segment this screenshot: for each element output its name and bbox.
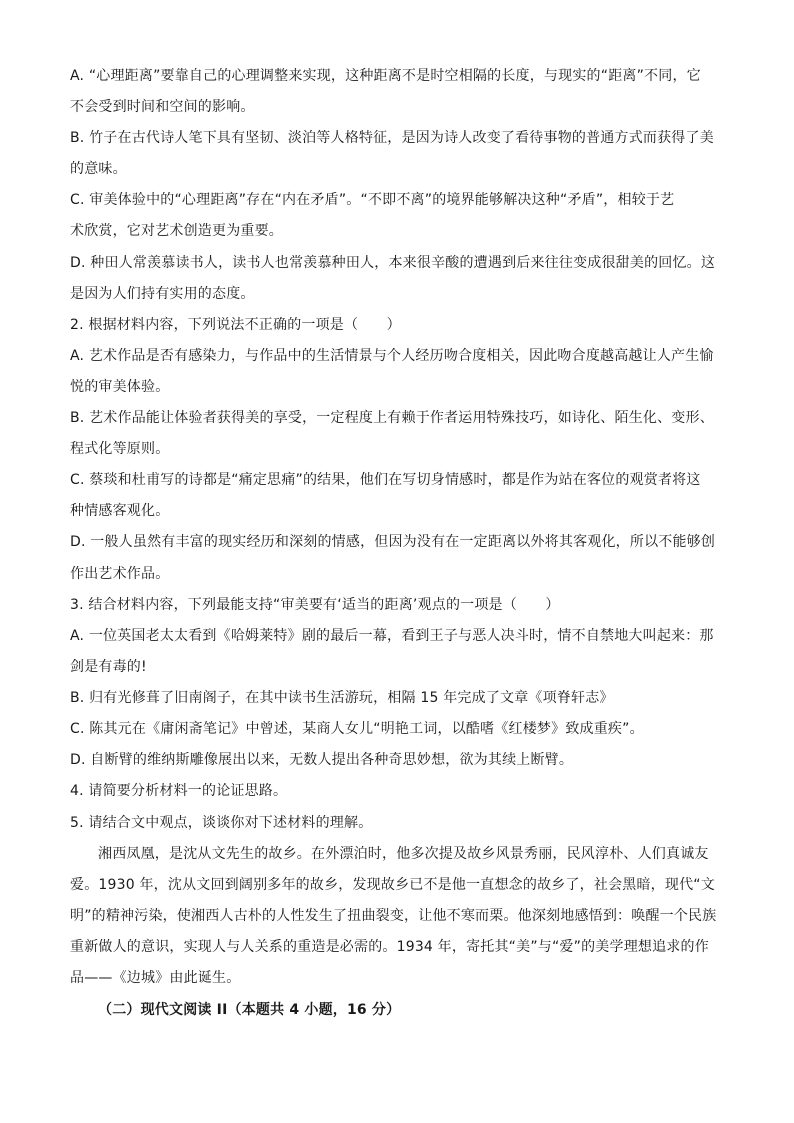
option-1a-line-1: A. “心理距离”要靠自己的心理调整来实现，这种距离不是时空相隔的长度，与现实的“距离”不同，它 bbox=[70, 68, 701, 84]
option-2d-line-2: 作出艺术作品。 bbox=[70, 566, 170, 582]
option-2c-line-1: C. 蔡琰和杜甫写的诗都是“痛定思痛”的结果，他们在写切身情感时，都是作为站在客位的观赏者将这 bbox=[70, 472, 701, 488]
option-3a-line-2: 剑是有毒的! bbox=[70, 659, 147, 675]
option-1d-line-2: 是因为人们持有实用的态度。 bbox=[70, 286, 255, 302]
material-paragraph-line-1: 湘西凤凰，是沈从文先生的故乡。在外漂泊时，他多次提及故乡风景秀丽，民风淳朴、人们真诚友 bbox=[98, 846, 709, 862]
question-3-stem: 3. 结合材料内容，下列最能支持“审美要有‘适当的距离’观点的一项是（ ） bbox=[70, 597, 560, 613]
option-3d: D. 自断臂的维纳斯雕像展出以来，无数人提出各种奇思妙想，欲为其续上断臂。 bbox=[70, 752, 574, 768]
question-4: 4. 请简要分析材料一的论证思路。 bbox=[70, 783, 288, 799]
material-paragraph-line-4: 重新做人的意识，实现人与人关系的重造是必需的。1934 年，寄托其“美”与“爱”的美学理想追求的作 bbox=[70, 939, 709, 955]
option-1c-line-2: 术欣赏，它对艺术创造更为重要。 bbox=[70, 223, 283, 239]
option-1a-line-2: 不会受到时间和空间的影响。 bbox=[70, 99, 255, 115]
option-1b-line-1: B. 竹子在古代诗人笔下具有坚韧、淡泊等人格特征，是因为诗人改变了看待事物的普通方式而获得了美 bbox=[70, 130, 714, 146]
option-2b-line-1: B. 艺术作品能让体验者获得美的享受，一定程度上有赖于作者运用特殊技巧，如诗化、陌生化、变形、 bbox=[70, 410, 714, 426]
material-paragraph-line-5: 品——《边城》由此诞生。 bbox=[70, 970, 241, 986]
material-paragraph-line-2: 爱。1930 年，沈从文回到阔别多年的故乡，发现故乡已不是他一直想念的故乡了，社会黑暗，现代“文 bbox=[70, 877, 715, 893]
option-2d-line-1: D. 一般人虽然有丰富的现实经历和深刻的情感，但因为没有在一定距离以外将其客观化，所以不能够创 bbox=[70, 534, 716, 550]
option-2a-line-1: A. 艺术作品是否有感染力，与作品中的生活情景与个人经历吻合度相关，因此吻合度越高越让人产生愉 bbox=[70, 348, 714, 364]
option-3c: C. 陈其元在《庸闲斋笔记》中曾述，某商人女儿“明艳工词，以酷嗜《红楼梦》致成重疾”。 bbox=[70, 721, 644, 737]
question-2-stem: 2. 根据材料内容，下列说法不正确的一项是（ ） bbox=[70, 317, 401, 333]
option-2a-line-2: 悦的审美体验。 bbox=[70, 379, 170, 395]
question-5: 5. 请结合文中观点，谈谈你对下述材料的理解。 bbox=[70, 815, 373, 831]
option-2b-line-2: 程式化等原则。 bbox=[70, 441, 170, 457]
option-1d-line-1: D. 种田人常羡慕读书人，读书人也常羡慕种田人，本来很辛酸的遭遇到后来往往变成很甜美的回忆。这 bbox=[70, 255, 716, 271]
option-2c-line-2: 种情感客观化。 bbox=[70, 503, 170, 519]
option-1c-line-1: C. 审美体验中的“心理距离”存在“内在矛盾”。“不即不离”的境界能够解决这种“矛盾”，相较于艺 bbox=[70, 192, 675, 208]
material-paragraph-line-3: 明”的精神污染，使湘西人古朴的人性发生了扭曲裂变，让他不寒而栗。他深刻地感悟到：唤醒一个民族 bbox=[70, 908, 717, 924]
section-heading: （二）现代文阅读 II（本题共 4 小题，16 分） bbox=[98, 1002, 401, 1018]
option-1b-line-2: 的意味。 bbox=[70, 161, 127, 177]
option-3b: B. 归有光修葺了旧南阁子，在其中读书生活游玩，相隔 15 年完成了文章《项脊轩志》 bbox=[70, 690, 614, 706]
option-3a-line-1: A. 一位英国老太太看到《哈姆莱特》剧的最后一幕，看到王子与恶人决斗时，情不自禁地大叫起来：那 bbox=[70, 628, 714, 644]
